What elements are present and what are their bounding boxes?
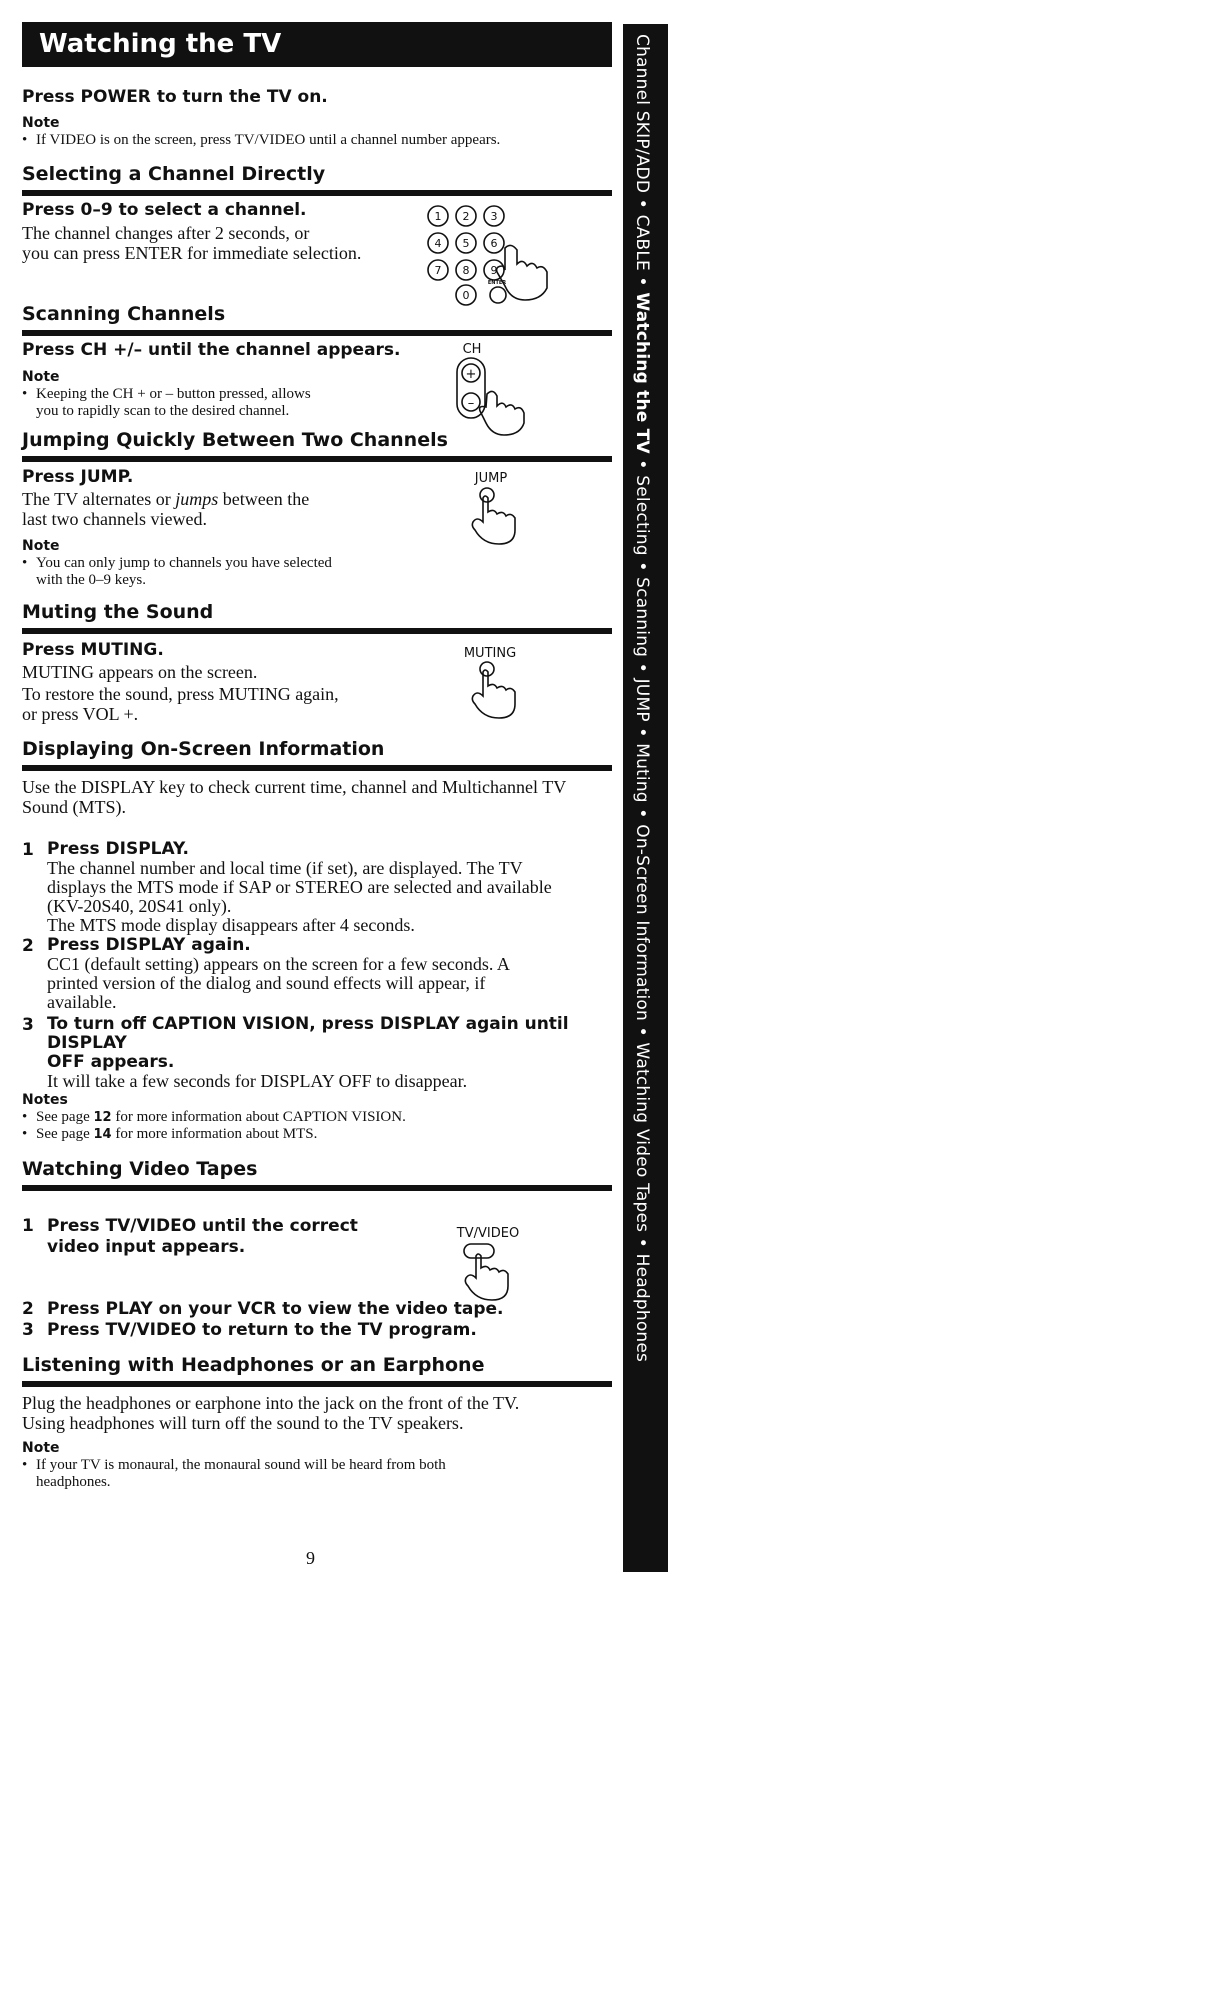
muting-desc (22, 662, 339, 724)
selecting-desc-line2: you can press ENTER for immediate selection. (22, 243, 362, 263)
bullet: • (22, 1126, 28, 1142)
display-step-3 (22, 1015, 612, 1091)
jumping-desc-post: between the (218, 489, 310, 509)
bullet: • (22, 132, 28, 148)
jumping-desc-line2: last two channels viewed. (22, 509, 207, 529)
video-heading: Watching Video Tapes (22, 1158, 258, 1180)
ch-button-illustration (455, 356, 535, 436)
jump-label: JUMP (474, 471, 508, 486)
scanning-note-line2: you to rapidly scan to the desired channel. (36, 403, 290, 419)
bullet: • (22, 555, 28, 571)
display-steps (22, 840, 612, 1091)
keypad-digit-1: 1 (434, 210, 442, 223)
headphones-heading: Listening with Headphones or an Earphone (22, 1354, 485, 1376)
keypad-digit-6: 6 (490, 237, 498, 250)
jump-button-illustration (470, 486, 520, 550)
side-tab-post: • Selecting • Scanning • JUMP • Muting • On-Screen Information • Watching Video Tapes • Headphones (632, 453, 652, 1363)
step-desc-line: (KV-20S40, 20S41 only). (47, 896, 232, 916)
keypad-digit-3: 3 (490, 210, 498, 223)
selecting-desc (22, 223, 361, 263)
keypad-digit-7: 7 (434, 264, 442, 277)
note2-pre: See page (36, 1126, 94, 1142)
step-desc-line: displays the MTS mode if SAP or STEREO are selected and available (47, 877, 552, 897)
muting-desc1: MUTING appears on the screen. (22, 662, 258, 682)
muting-key (480, 662, 494, 676)
display-intro (22, 777, 612, 817)
scanning-note-line1: Keeping the CH + or – button pressed, allows (36, 386, 311, 402)
tv-video-label: TV/VIDEO (456, 1226, 520, 1241)
video-step-1 (22, 1216, 442, 1258)
step-desc-line: printed version of the dialog and sound effects will appear, if (47, 973, 486, 993)
page-title: Watching the TV (39, 29, 282, 59)
keypad-digit-0: 0 (462, 289, 470, 302)
side-tab (623, 24, 668, 1572)
scanning-instruction: Press CH +/– until the channel appears. (22, 340, 401, 360)
jumping-desc-pre: The TV alternates or (22, 489, 176, 509)
display-heading: Displaying On-Screen Information (22, 738, 385, 760)
side-tab-text (632, 34, 652, 1362)
headphones-desc-line2: Using headphones will turn off the sound to the TV speakers. (22, 1413, 464, 1433)
step-lead: Press DISPLAY again. (47, 935, 251, 955)
display-step-1 (22, 840, 612, 935)
step-number: 1 (22, 1216, 34, 1236)
muting-desc2-line2: or press VOL +. (22, 704, 139, 724)
note1-pre: See page (36, 1109, 94, 1125)
muting-button-illustration (470, 660, 520, 724)
side-tab-current: Watching the TV (632, 292, 652, 454)
keypad-digit-4: 4 (434, 237, 442, 250)
jumping-note (22, 555, 442, 589)
video-step3: Press TV/VIDEO to return to the TV program. (47, 1320, 477, 1340)
display-intro-line1: Use the DISPLAY key to check current time, channel and Multichannel TV (22, 777, 567, 797)
selecting-instruction: Press 0–9 to select a channel. (22, 200, 307, 220)
bullet: • (22, 1109, 28, 1125)
step-number: 2 (22, 936, 34, 956)
keypad-digit-2: 2 (462, 210, 470, 223)
jumping-note-label: Note (22, 538, 60, 554)
tv-video-button-illustration (462, 1242, 526, 1306)
display-notes (22, 1109, 602, 1143)
step-lead-line: To turn off CAPTION VISION, press DISPLAY again until DISPLAY (47, 1014, 569, 1053)
section-display (22, 737, 612, 771)
section-rule (22, 456, 612, 462)
scanning-note (22, 386, 422, 420)
step-number: 1 (22, 840, 34, 860)
scanning-heading: Scanning Channels (22, 303, 226, 325)
video-step1-line1: Press TV/VIDEO until the correct (47, 1216, 358, 1236)
muting-label: MUTING (463, 646, 517, 661)
section-selecting (22, 162, 612, 196)
jumping-instruction: Press JUMP. (22, 467, 134, 487)
jumping-desc-em: jumps (175, 489, 219, 509)
pointing-hand-icon (465, 1254, 508, 1300)
video-step2: Press PLAY on your VCR to view the video tape. (47, 1299, 504, 1319)
section-rule (22, 1185, 612, 1191)
section-rule (22, 330, 612, 336)
step-lead: Press DISPLAY. (47, 839, 189, 859)
step-desc-line: It will take a few seconds for DISPLAY OFF to disappear. (47, 1071, 468, 1091)
note2-post: for more information about MTS. (111, 1126, 318, 1142)
step-lead-line: OFF appears. (47, 1052, 175, 1072)
step-desc-line: The MTS mode display disappears after 4 seconds. (47, 915, 415, 935)
step-desc-line: CC1 (default setting) appears on the screen for a few seconds. A (47, 954, 510, 974)
intro-note-label: Note (22, 115, 60, 131)
keypad-illustration (425, 200, 555, 310)
jumping-heading: Jumping Quickly Between Two Channels (22, 429, 448, 451)
pointing-hand-icon (472, 496, 515, 544)
jumping-note-line2: with the 0–9 keys. (36, 572, 146, 588)
step-desc-line: The channel number and local time (if set), are displayed. The TV (47, 858, 523, 878)
note1-page: 12 (93, 1110, 112, 1125)
section-scanning (22, 302, 612, 336)
headphones-note-label: Note (22, 1440, 60, 1456)
note2-page: 14 (93, 1127, 112, 1142)
selecting-heading: Selecting a Channel Directly (22, 163, 326, 185)
step-number: 3 (22, 1320, 34, 1340)
selecting-desc-line1: The channel changes after 2 seconds, or (22, 223, 310, 243)
enter-label: ENTER (487, 280, 507, 286)
section-muting (22, 600, 612, 634)
plus-glyph: + (465, 367, 477, 382)
step-desc-line: available. (47, 992, 117, 1012)
jump-key (480, 488, 494, 502)
headphones-desc-line1: Plug the headphones or earphone into the jack on the front of the TV. (22, 1393, 520, 1413)
pointing-hand-icon (472, 670, 515, 718)
muting-instruction: Press MUTING. (22, 640, 164, 660)
intro-note (22, 132, 602, 149)
intro-note-text: If VIDEO is on the screen, press TV/VIDEO until a channel number appears. (36, 132, 501, 148)
note1-post: for more information about CAPTION VISION. (111, 1109, 406, 1125)
page-number: 9 (306, 1548, 315, 1568)
minus-glyph: – (467, 396, 475, 411)
headphones-desc (22, 1393, 612, 1433)
scanning-note-label: Note (22, 369, 60, 385)
key-enter (490, 287, 506, 303)
section-rule (22, 628, 612, 634)
power-instruction: Press POWER to turn the TV on. (22, 87, 328, 107)
keypad-digit-5: 5 (462, 237, 470, 250)
display-intro-line2: Sound (MTS). (22, 797, 127, 817)
display-step-2 (22, 936, 612, 1012)
jumping-desc (22, 489, 309, 529)
side-tab-pre: Channel SKIP/ADD • CABLE • (632, 34, 652, 293)
muting-heading: Muting the Sound (22, 601, 214, 623)
title-bar (22, 22, 612, 67)
section-rule (22, 1381, 612, 1387)
muting-desc2-line1: To restore the sound, press MUTING again, (22, 684, 339, 704)
headphones-note-line1: If your TV is monaural, the monaural sound will be heard from both (36, 1457, 446, 1473)
section-video (22, 1157, 612, 1191)
section-rule (22, 765, 612, 771)
keypad-digit-8: 8 (462, 264, 470, 277)
tv-video-key (464, 1244, 494, 1258)
ch-label: CH (462, 342, 482, 357)
bullet: • (22, 386, 28, 402)
step-number: 3 (22, 1015, 34, 1035)
section-jumping (22, 428, 612, 462)
keypad-digit-9: 9 (490, 264, 498, 277)
jumping-note-line1: You can only jump to channels you have selected (36, 555, 332, 571)
section-headphones (22, 1353, 612, 1387)
step-number: 2 (22, 1299, 34, 1319)
display-notes-label: Notes (22, 1092, 68, 1108)
headphones-note (22, 1457, 582, 1491)
section-rule (22, 190, 612, 196)
headphones-note-line2: headphones. (36, 1474, 111, 1490)
video-step1-line2: video input appears. (47, 1237, 246, 1257)
bullet: • (22, 1457, 28, 1473)
